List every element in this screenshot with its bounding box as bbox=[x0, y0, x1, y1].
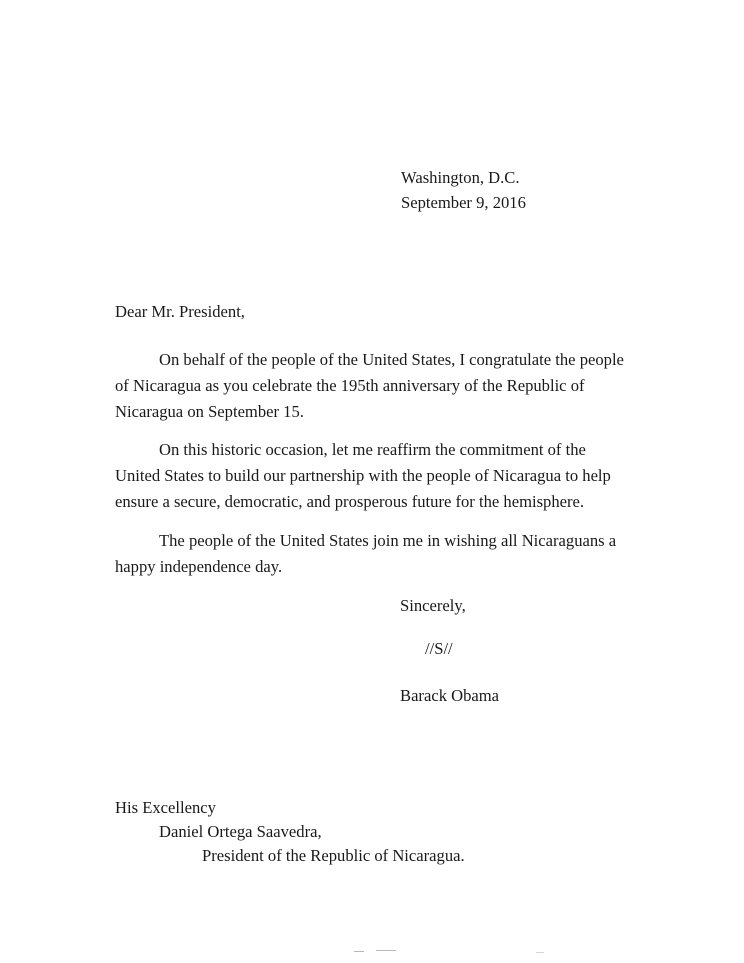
letter-date: September 9, 2016 bbox=[401, 193, 526, 212]
recipient-name: Daniel Ortega Saavedra, bbox=[159, 822, 322, 841]
letter-signer: Barack Obama bbox=[400, 686, 500, 705]
paragraph-line: On this historic occasion, let me reaffirm the commitment of the bbox=[159, 440, 586, 459]
letter-paragraph bbox=[115, 347, 635, 425]
paragraph-line: of Nicaragua as you celebrate the 195th anniversary of the Republic of bbox=[115, 376, 585, 395]
scan-mark bbox=[354, 951, 364, 952]
letter-paragraph bbox=[115, 437, 635, 515]
paragraph-line: ensure a secure, democratic, and prosperous future for the hemisphere. bbox=[115, 492, 585, 511]
letter-paragraph bbox=[115, 528, 635, 580]
letter-place: Washington, D.C. bbox=[401, 168, 520, 187]
letter-salutation: Dear Mr. President, bbox=[115, 302, 245, 321]
paragraph-line: The people of the United States join me in wishing all Nicaraguans a bbox=[159, 531, 617, 550]
scan-mark bbox=[536, 952, 544, 953]
paragraph-line: Nicaragua on September 15. bbox=[115, 402, 304, 421]
paragraph-line: United States to build our partnership with the people of Nicaragua to help bbox=[115, 466, 611, 485]
recipient-title: His Excellency bbox=[115, 798, 216, 817]
scan-mark bbox=[376, 950, 396, 951]
letter-signature: //S// bbox=[425, 639, 453, 658]
letter-closing: Sincerely, bbox=[400, 596, 466, 615]
paragraph-line: happy independence day. bbox=[115, 557, 283, 576]
paragraph-line: On behalf of the people of the United States, I congratulate the people bbox=[159, 350, 624, 369]
recipient-position: President of the Republic of Nicaragua. bbox=[202, 846, 465, 865]
